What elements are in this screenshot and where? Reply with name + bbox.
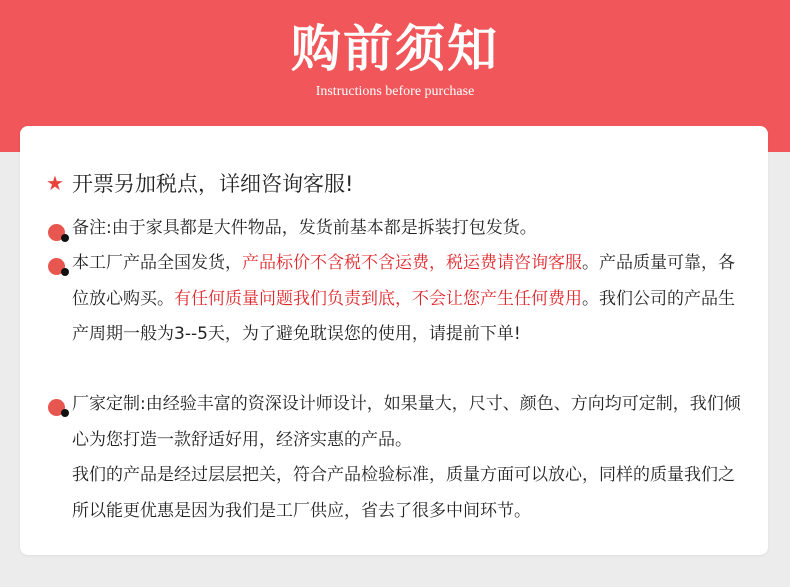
notice-item-shipping (72, 246, 748, 353)
page-subtitle: Instructions before purchase (315, 84, 475, 99)
headline-text: 开票另加税点，详细咨询客服! (72, 172, 354, 196)
bullet-icon (48, 224, 74, 244)
page-title: 购前须知 (291, 19, 499, 78)
custom-text: 厂家定制:由经验丰富的资深设计师设计，如果量大，尺寸、颜色、方向均可定制，我们倾心为您打造一款舒适好用，经济实惠的产品。 (72, 394, 741, 450)
shipping-text-3: 。我们公司的产品生产周期一般为3--5天，为了避免耽误您的使用，请提前下单! (72, 288, 735, 344)
shipping-text-2: 。产品质量可靠，各位放心购买。 (72, 253, 735, 309)
quality-text: 我们的产品是经过层层把关，符合产品检验标准，质量方面可以放心，同样的质量我们之所以能更优惠是因为我们是工厂供应，省去了很多中间环节。 (72, 465, 735, 521)
remark-text: 备注:由于家具都是大件物品，发货前基本都是拆装打包发货。 (72, 218, 537, 238)
notice-headline (44, 166, 353, 200)
price-notice-red: 产品标价不含税不含运费，税运费请咨询客服 (242, 253, 582, 273)
notice-item-remark (72, 211, 748, 247)
shipping-text-1: 本工厂产品全国发货， (72, 253, 242, 273)
bullet-icon (48, 258, 74, 278)
bullet-icon (48, 399, 74, 419)
notice-item-custom (72, 387, 748, 529)
star-icon: ★ (46, 171, 64, 195)
quality-guarantee-red: 有任何质量问题我们负责到底，不会让您产生任何费用 (174, 288, 582, 309)
